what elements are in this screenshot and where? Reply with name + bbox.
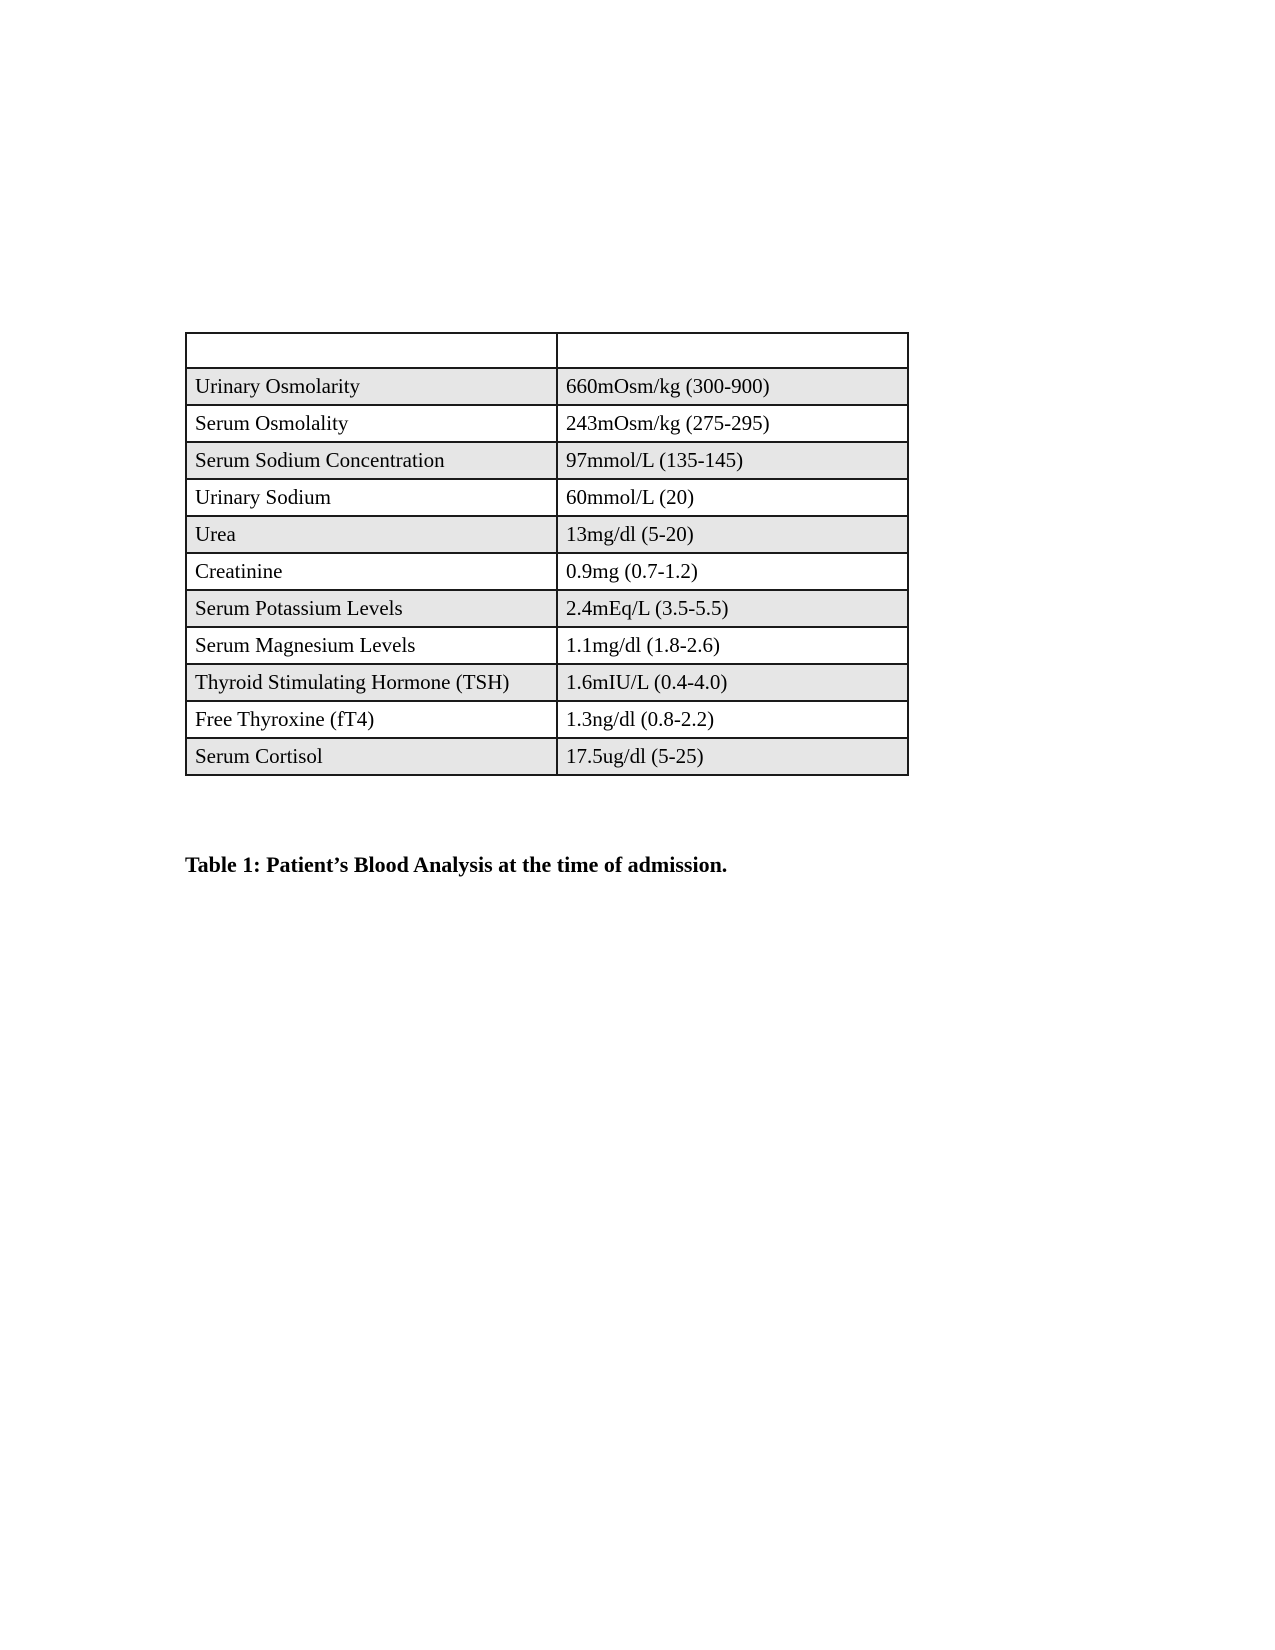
header-cell-value [557,333,908,368]
parameter-cell: Serum Osmolality [186,405,557,442]
header-cell-parameter [186,333,557,368]
value-cell: 0.9mg (0.7-1.2) [557,553,908,590]
value-cell: 660mOsm/kg (300-900) [557,368,908,405]
table-row [186,553,908,590]
value-cell: 17.5ug/dl (5-25) [557,738,908,775]
table-row [186,590,908,627]
parameter-cell: Serum Cortisol [186,738,557,775]
parameter-cell: Urea [186,516,557,553]
parameter-cell: Serum Magnesium Levels [186,627,557,664]
table-row [186,516,908,553]
table-row [186,701,908,738]
value-cell: 60mmol/L (20) [557,479,908,516]
value-cell: 1.6mIU/L (0.4-4.0) [557,664,908,701]
table-row [186,405,908,442]
table-row [186,479,908,516]
table-row [186,627,908,664]
parameter-cell: Serum Sodium Concentration [186,442,557,479]
parameter-cell: Urinary Osmolarity [186,368,557,405]
table-caption: Table 1: Patient’s Blood Analysis at the time of admission. [185,852,728,877]
value-cell: 243mOsm/kg (275-295) [557,405,908,442]
value-cell: 2.4mEq/L (3.5-5.5) [557,590,908,627]
value-cell: 1.1mg/dl (1.8-2.6) [557,627,908,664]
parameter-cell: Urinary Sodium [186,479,557,516]
table-row [186,664,908,701]
blood-analysis-table [185,332,909,776]
table-row [186,738,908,775]
table-row [186,442,908,479]
table-row [186,368,908,405]
table-header-row [186,333,908,368]
parameter-cell: Free Thyroxine (fT4) [186,701,557,738]
parameter-cell: Serum Potassium Levels [186,590,557,627]
parameter-cell: Thyroid Stimulating Hormone (TSH) [186,664,557,701]
parameter-cell: Creatinine [186,553,557,590]
value-cell: 13mg/dl (5-20) [557,516,908,553]
value-cell: 1.3ng/dl (0.8-2.2) [557,701,908,738]
value-cell: 97mmol/L (135-145) [557,442,908,479]
